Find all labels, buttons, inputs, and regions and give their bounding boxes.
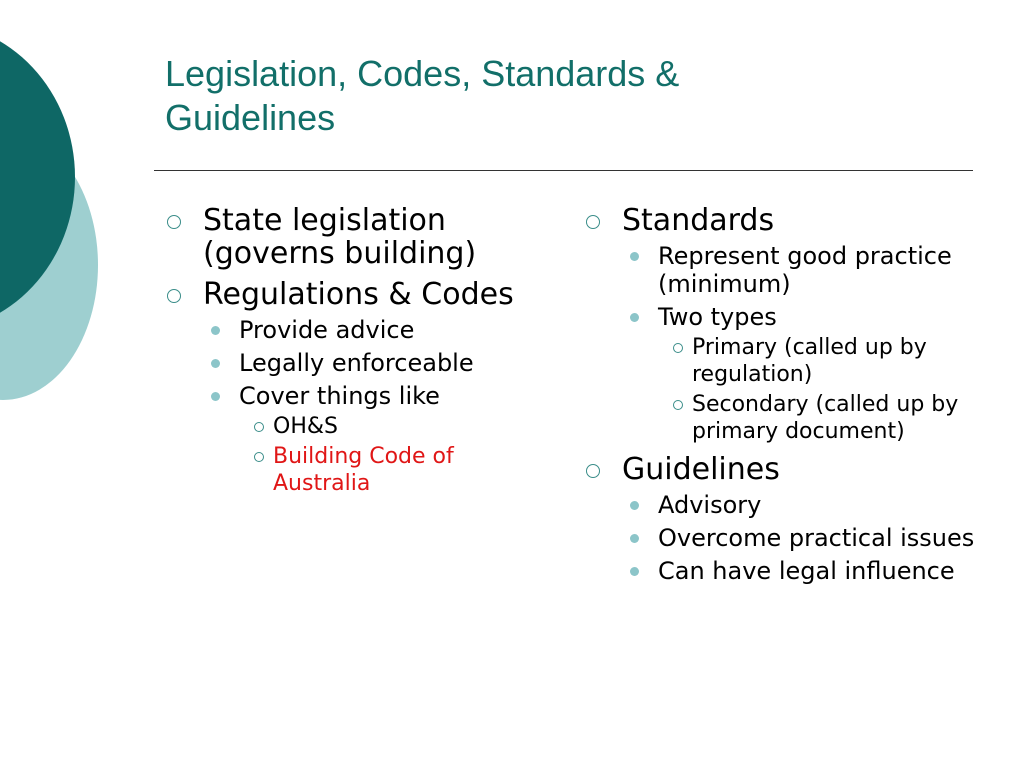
sub-sub-bullet-text: Secondary (called up by primary document) [692, 392, 959, 444]
bullet-text: Guidelines [622, 452, 780, 487]
sub-bullet-text: Overcome practical issues [658, 524, 975, 552]
dot-bullet-icon [630, 252, 639, 261]
ring-bullet-icon [586, 215, 600, 229]
sub-bullet-text: Provide advice [239, 316, 415, 344]
sub-bullet-good-practice [628, 242, 979, 298]
right-column [584, 204, 979, 593]
sub-sub-bullet-building-code [253, 443, 545, 497]
ring-bullet-icon [167, 215, 181, 229]
small-ring-bullet-icon [254, 452, 264, 462]
sub-list [209, 316, 545, 497]
title-line-1: Legislation, Codes, Standards & [165, 53, 680, 94]
bullet-text: Regulations & Codes [203, 277, 514, 312]
dot-bullet-icon [630, 501, 639, 510]
sub-sub-list [672, 334, 979, 445]
bullet-text: State legislation (governs building) [203, 203, 477, 271]
sub-bullet-legal-influence [628, 557, 979, 585]
ring-bullet-icon [586, 464, 600, 478]
sub-list [628, 491, 979, 585]
title-line-2: Guidelines [165, 97, 336, 138]
sub-bullet-cover-things [209, 382, 545, 497]
small-ring-bullet-icon [673, 343, 683, 353]
sub-bullet-text: Cover things like [239, 382, 440, 410]
slide-title [165, 52, 965, 140]
sub-bullet-legally-enforceable [209, 349, 545, 377]
sub-sub-bullet-text: Building Code of Australia [273, 444, 454, 496]
sub-bullet-advisory [628, 491, 979, 519]
ring-bullet-icon [167, 289, 181, 303]
bullet-standards [584, 204, 979, 445]
sub-sub-list [253, 413, 545, 497]
small-ring-bullet-icon [673, 400, 683, 410]
sub-sub-bullet-text: OH&S [273, 414, 338, 439]
dot-bullet-icon [630, 534, 639, 543]
bullet-regulations-codes [165, 278, 545, 497]
sub-sub-bullet-primary [672, 334, 979, 388]
sub-bullet-text: Can have legal influence [658, 557, 955, 585]
dot-bullet-icon [211, 326, 220, 335]
sub-list [628, 242, 979, 445]
sub-sub-bullet-text: Primary (called up by regulation) [692, 335, 927, 387]
dot-bullet-icon [630, 567, 639, 576]
bullet-guidelines [584, 453, 979, 585]
dot-bullet-icon [211, 392, 220, 401]
title-divider [154, 170, 973, 171]
sub-bullet-two-types [628, 303, 979, 445]
sub-bullet-overcome-issues [628, 524, 979, 552]
left-column [165, 204, 545, 505]
bullet-text: Standards [622, 203, 775, 238]
dot-bullet-icon [211, 359, 220, 368]
dot-bullet-icon [630, 313, 639, 322]
sub-bullet-text: Legally enforceable [239, 349, 474, 377]
sub-sub-bullet-ohs [253, 413, 545, 440]
sub-bullet-text: Represent good practice (minimum) [658, 242, 952, 298]
sub-sub-bullet-secondary [672, 391, 979, 445]
sub-bullet-text: Advisory [658, 491, 762, 519]
small-ring-bullet-icon [254, 422, 264, 432]
sub-bullet-text: Two types [658, 303, 777, 331]
bullet-state-legislation [165, 204, 545, 270]
sub-bullet-provide-advice [209, 316, 545, 344]
